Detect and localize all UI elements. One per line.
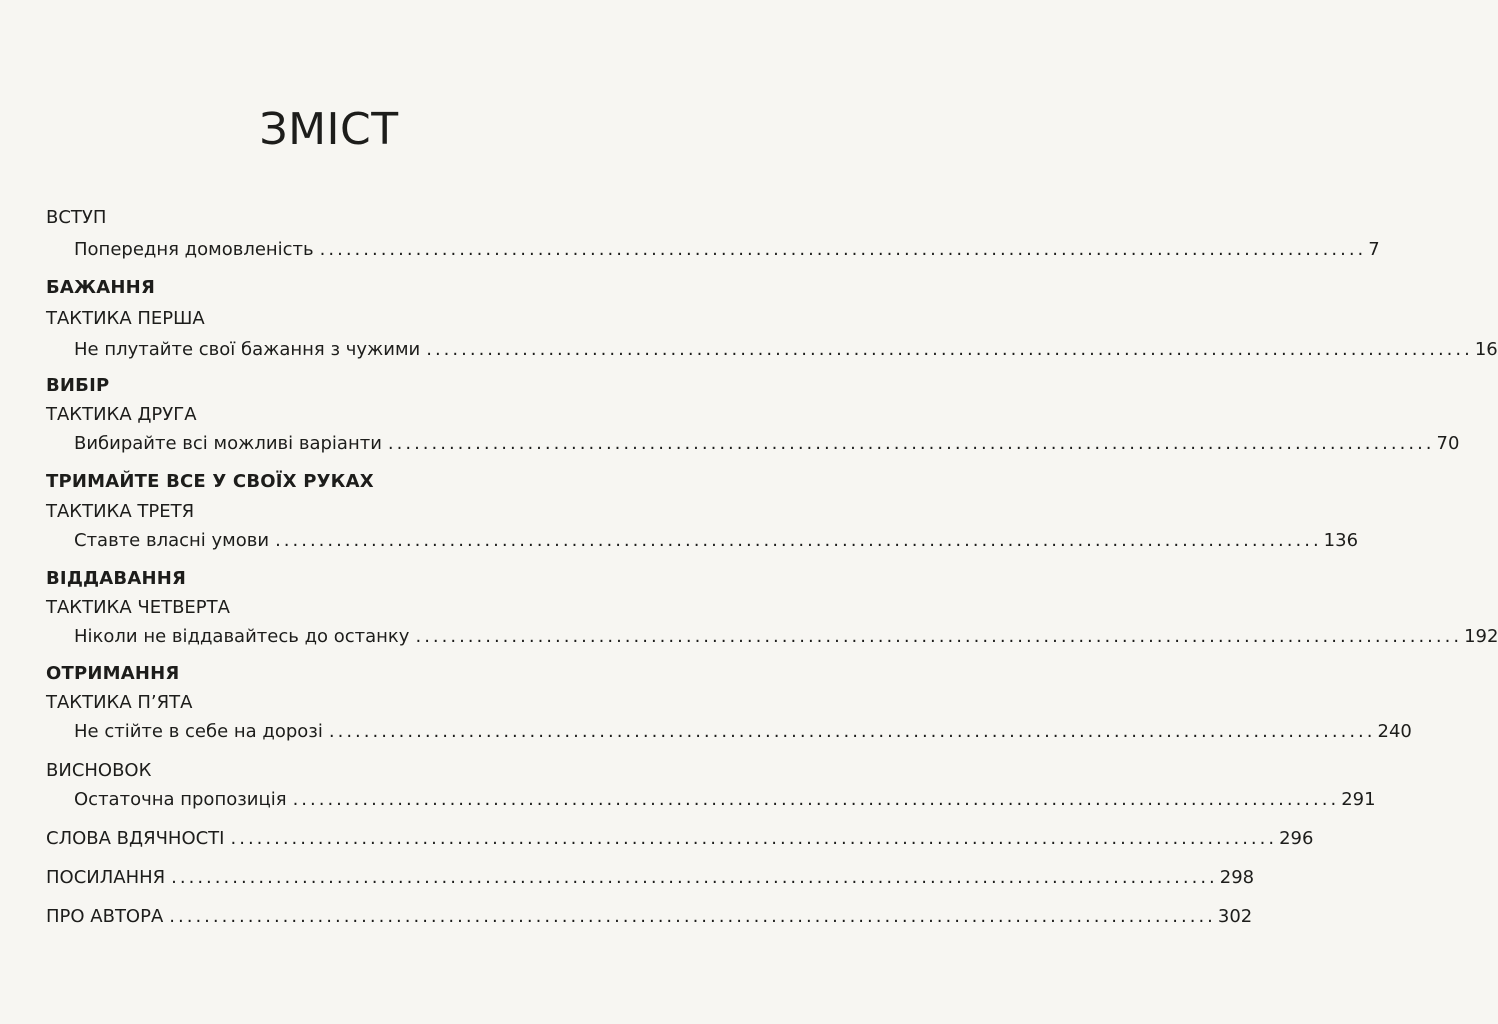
section-heading-receiving: ОТРИМАННЯ	[46, 663, 180, 684]
entry-text: Остаточна пропозиція	[74, 789, 287, 810]
leader-dots: ........................................................................................................................	[275, 530, 1322, 551]
toc-entry-intro[interactable]	[74, 238, 1380, 262]
toc-entry-desire[interactable]	[74, 338, 1498, 362]
leader-dots: ........................................................................................................................	[387, 433, 1435, 454]
section-heading-choice: ВИБІР	[46, 375, 110, 396]
entry-page: 291	[1341, 789, 1376, 810]
entry-text: ПОСИЛАННЯ	[46, 867, 166, 888]
tactic-label-4: ТАКТИКА ЧЕТВЕРТА	[46, 597, 230, 618]
entry-page: 136	[1323, 530, 1359, 551]
leader-dots: ........................................................................................................................	[426, 339, 1473, 360]
toc-entry-acknowledgements[interactable]	[46, 827, 1314, 851]
section-heading-giving: ВІДДАВАННЯ	[46, 568, 187, 589]
entry-text: СЛОВА ВДЯЧНОСТІ	[46, 828, 225, 849]
entry-text: Попередня домовленість	[74, 239, 314, 260]
toc-entry-conclusion[interactable]	[74, 788, 1376, 812]
leader-dots: ........................................................................................................................	[415, 626, 1463, 647]
leader-dots: ........................................................................................................................	[319, 239, 1367, 260]
tactic-label-3: ТАКТИКА ТРЕТЯ	[46, 501, 195, 522]
entry-text: Ставте власні умови	[74, 530, 270, 551]
leader-dots: ........................................................................................................................	[171, 867, 1218, 888]
entry-text: Не плутайте свої бажання з чужими	[74, 339, 421, 360]
tactic-label-1: ТАКТИКА ПЕРША	[46, 308, 205, 329]
tactic-label-5: ТАКТИКА П’ЯТА	[46, 692, 193, 713]
entry-page: 302	[1217, 906, 1253, 927]
toc-entry-receiving[interactable]	[74, 720, 1412, 744]
section-heading-intro: ВСТУП	[46, 207, 107, 228]
entry-text: Ніколи не віддавайтесь до останку	[74, 626, 410, 647]
toc-entry-control[interactable]	[74, 529, 1359, 553]
tactic-label-2: ТАКТИКА ДРУГА	[46, 404, 197, 425]
page-title: ЗМІСТ	[259, 104, 399, 155]
leader-dots: ........................................................................................................................	[230, 828, 1278, 849]
entry-page: 240	[1377, 721, 1412, 742]
entry-page: 296	[1279, 828, 1314, 849]
entry-text: Вибирайте всі можливі варіанти	[74, 433, 382, 454]
entry-text: ПРО АВТОРА	[46, 906, 164, 927]
entry-page: 192	[1464, 626, 1498, 647]
toc-entry-giving[interactable]	[74, 625, 1498, 649]
entry-page: 16	[1474, 339, 1498, 360]
section-heading-control: ТРИМАЙТЕ ВСЕ У СВОЇХ РУКАХ	[46, 471, 374, 492]
section-heading-desire: БАЖАННЯ	[46, 277, 156, 298]
section-heading-conclusion: ВИСНОВОК	[46, 760, 152, 781]
entry-page: 298	[1219, 867, 1255, 888]
leader-dots: ........................................................................................................................	[169, 906, 1216, 927]
toc-entry-choice[interactable]	[74, 432, 1460, 456]
entry-text: Не стійте в себе на дорозі	[74, 721, 323, 742]
entry-page: 7	[1368, 239, 1380, 260]
leader-dots: ........................................................................................................................	[292, 789, 1340, 810]
toc-entry-references[interactable]	[46, 866, 1255, 890]
entry-page: 70	[1436, 433, 1460, 454]
toc-entry-about-author[interactable]	[46, 905, 1253, 929]
leader-dots: ........................................................................................................................	[328, 721, 1376, 742]
